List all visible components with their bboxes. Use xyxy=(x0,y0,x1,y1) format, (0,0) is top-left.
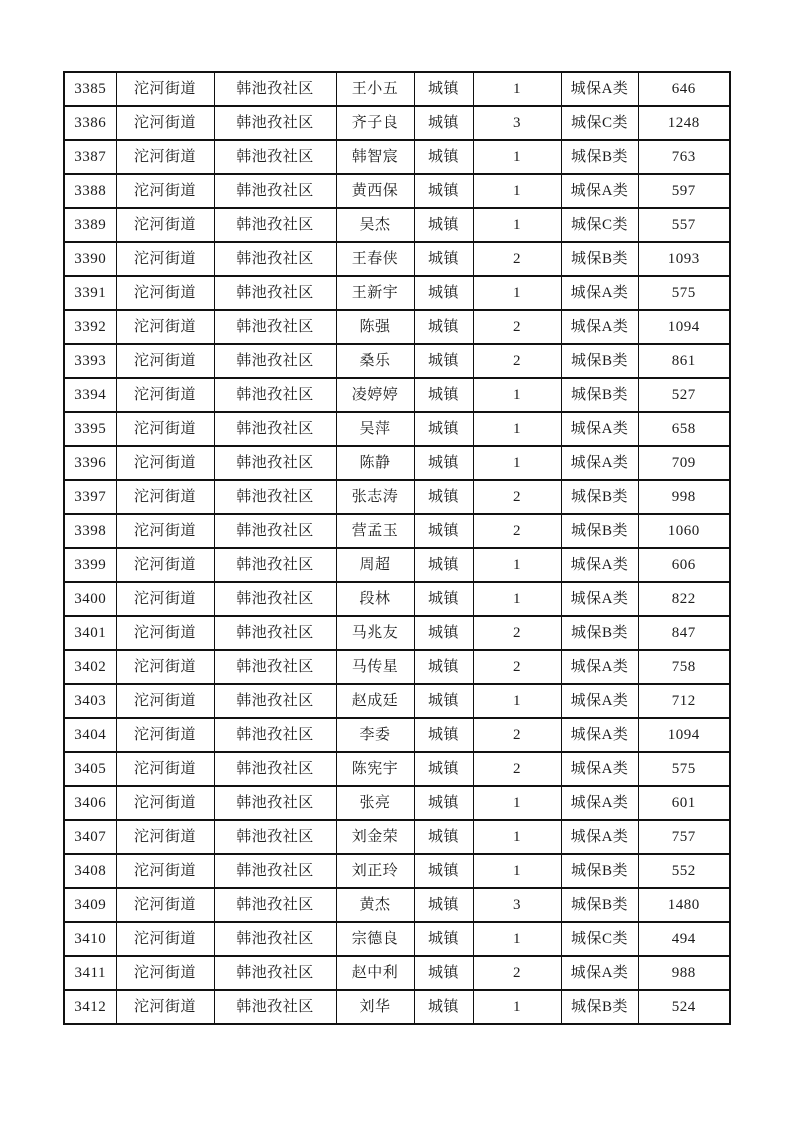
cell-seq: 3409 xyxy=(64,888,116,922)
cell-category: 城保A类 xyxy=(561,310,638,344)
cell-category: 城保A类 xyxy=(561,276,638,310)
table-row xyxy=(64,480,730,514)
cell-community: 韩池孜社区 xyxy=(214,854,336,888)
cell-community: 韩池孜社区 xyxy=(214,344,336,378)
table-row xyxy=(64,310,730,344)
cell-street: 沱河街道 xyxy=(116,446,214,480)
cell-count: 2 xyxy=(473,718,561,752)
cell-community: 韩池孜社区 xyxy=(214,242,336,276)
table-row xyxy=(64,820,730,854)
cell-amount: 709 xyxy=(638,446,730,480)
cell-amount: 1480 xyxy=(638,888,730,922)
cell-category: 城保A类 xyxy=(561,684,638,718)
cell-residence: 城镇 xyxy=(414,514,473,548)
cell-street: 沱河街道 xyxy=(116,378,214,412)
cell-community: 韩池孜社区 xyxy=(214,582,336,616)
cell-category: 城保B类 xyxy=(561,616,638,650)
table-row xyxy=(64,514,730,548)
table-row xyxy=(64,990,730,1024)
cell-street: 沱河街道 xyxy=(116,310,214,344)
cell-street: 沱河街道 xyxy=(116,548,214,582)
cell-residence: 城镇 xyxy=(414,412,473,446)
cell-street: 沱河街道 xyxy=(116,412,214,446)
cell-street: 沱河街道 xyxy=(116,276,214,310)
cell-street: 沱河街道 xyxy=(116,208,214,242)
cell-residence: 城镇 xyxy=(414,990,473,1024)
cell-count: 1 xyxy=(473,854,561,888)
table-row xyxy=(64,208,730,242)
table-body xyxy=(64,72,730,1024)
table-row xyxy=(64,616,730,650)
cell-count: 1 xyxy=(473,378,561,412)
cell-seq: 3411 xyxy=(64,956,116,990)
cell-residence: 城镇 xyxy=(414,310,473,344)
cell-count: 1 xyxy=(473,446,561,480)
table-row xyxy=(64,888,730,922)
cell-residence: 城镇 xyxy=(414,242,473,276)
cell-seq: 3396 xyxy=(64,446,116,480)
table-row xyxy=(64,378,730,412)
cell-category: 城保B类 xyxy=(561,888,638,922)
cell-seq: 3397 xyxy=(64,480,116,514)
cell-community: 韩池孜社区 xyxy=(214,548,336,582)
cell-name: 赵中利 xyxy=(336,956,414,990)
cell-name: 黄杰 xyxy=(336,888,414,922)
cell-community: 韩池孜社区 xyxy=(214,922,336,956)
cell-count: 2 xyxy=(473,956,561,990)
cell-street: 沱河街道 xyxy=(116,820,214,854)
cell-amount: 847 xyxy=(638,616,730,650)
cell-name: 张亮 xyxy=(336,786,414,820)
cell-count: 1 xyxy=(473,582,561,616)
cell-name: 刘华 xyxy=(336,990,414,1024)
cell-street: 沱河街道 xyxy=(116,854,214,888)
cell-amount: 1093 xyxy=(638,242,730,276)
cell-community: 韩池孜社区 xyxy=(214,208,336,242)
cell-community: 韩池孜社区 xyxy=(214,72,336,106)
cell-community: 韩池孜社区 xyxy=(214,140,336,174)
cell-count: 2 xyxy=(473,310,561,344)
cell-residence: 城镇 xyxy=(414,140,473,174)
cell-amount: 557 xyxy=(638,208,730,242)
cell-count: 2 xyxy=(473,514,561,548)
cell-category: 城保A类 xyxy=(561,956,638,990)
table-row xyxy=(64,174,730,208)
cell-amount: 552 xyxy=(638,854,730,888)
cell-residence: 城镇 xyxy=(414,922,473,956)
table-row xyxy=(64,344,730,378)
cell-community: 韩池孜社区 xyxy=(214,276,336,310)
cell-category: 城保A类 xyxy=(561,582,638,616)
cell-amount: 646 xyxy=(638,72,730,106)
table-row xyxy=(64,684,730,718)
cell-street: 沱河街道 xyxy=(116,956,214,990)
cell-community: 韩池孜社区 xyxy=(214,786,336,820)
cell-street: 沱河街道 xyxy=(116,786,214,820)
cell-count: 2 xyxy=(473,480,561,514)
cell-community: 韩池孜社区 xyxy=(214,514,336,548)
cell-residence: 城镇 xyxy=(414,684,473,718)
table-row xyxy=(64,276,730,310)
cell-category: 城保B类 xyxy=(561,990,638,1024)
cell-seq: 3385 xyxy=(64,72,116,106)
cell-residence: 城镇 xyxy=(414,106,473,140)
cell-seq: 3406 xyxy=(64,786,116,820)
cell-count: 1 xyxy=(473,548,561,582)
cell-seq: 3410 xyxy=(64,922,116,956)
cell-community: 韩池孜社区 xyxy=(214,616,336,650)
cell-amount: 763 xyxy=(638,140,730,174)
cell-name: 凌婷婷 xyxy=(336,378,414,412)
cell-amount: 1094 xyxy=(638,310,730,344)
cell-residence: 城镇 xyxy=(414,582,473,616)
cell-category: 城保B类 xyxy=(561,344,638,378)
cell-count: 1 xyxy=(473,684,561,718)
cell-category: 城保A类 xyxy=(561,446,638,480)
cell-name: 王春侠 xyxy=(336,242,414,276)
cell-name: 吴萍 xyxy=(336,412,414,446)
cell-community: 韩池孜社区 xyxy=(214,718,336,752)
table-row xyxy=(64,140,730,174)
cell-community: 韩池孜社区 xyxy=(214,106,336,140)
cell-street: 沱河街道 xyxy=(116,888,214,922)
cell-name: 王新宇 xyxy=(336,276,414,310)
cell-street: 沱河街道 xyxy=(116,990,214,1024)
cell-seq: 3399 xyxy=(64,548,116,582)
cell-name: 刘正玲 xyxy=(336,854,414,888)
cell-seq: 3394 xyxy=(64,378,116,412)
cell-amount: 1060 xyxy=(638,514,730,548)
cell-name: 刘金荣 xyxy=(336,820,414,854)
cell-category: 城保C类 xyxy=(561,106,638,140)
cell-street: 沱河街道 xyxy=(116,242,214,276)
cell-count: 2 xyxy=(473,344,561,378)
cell-count: 2 xyxy=(473,242,561,276)
cell-seq: 3388 xyxy=(64,174,116,208)
cell-community: 韩池孜社区 xyxy=(214,310,336,344)
cell-residence: 城镇 xyxy=(414,820,473,854)
cell-category: 城保A类 xyxy=(561,650,638,684)
cell-street: 沱河街道 xyxy=(116,480,214,514)
table-row xyxy=(64,446,730,480)
cell-residence: 城镇 xyxy=(414,718,473,752)
cell-amount: 712 xyxy=(638,684,730,718)
cell-count: 3 xyxy=(473,106,561,140)
cell-seq: 3404 xyxy=(64,718,116,752)
cell-category: 城保C类 xyxy=(561,922,638,956)
table-row xyxy=(64,786,730,820)
cell-amount: 757 xyxy=(638,820,730,854)
cell-count: 1 xyxy=(473,174,561,208)
cell-name: 韩智宸 xyxy=(336,140,414,174)
cell-community: 韩池孜社区 xyxy=(214,990,336,1024)
table-row xyxy=(64,718,730,752)
cell-name: 张志涛 xyxy=(336,480,414,514)
cell-name: 黄西保 xyxy=(336,174,414,208)
cell-count: 1 xyxy=(473,276,561,310)
cell-seq: 3390 xyxy=(64,242,116,276)
cell-residence: 城镇 xyxy=(414,208,473,242)
cell-community: 韩池孜社区 xyxy=(214,378,336,412)
cell-count: 1 xyxy=(473,922,561,956)
cell-category: 城保A类 xyxy=(561,72,638,106)
table-row xyxy=(64,752,730,786)
cell-name: 周超 xyxy=(336,548,414,582)
cell-count: 2 xyxy=(473,616,561,650)
table-row xyxy=(64,922,730,956)
cell-name: 陈宪宇 xyxy=(336,752,414,786)
cell-residence: 城镇 xyxy=(414,174,473,208)
cell-community: 韩池孜社区 xyxy=(214,888,336,922)
cell-amount: 494 xyxy=(638,922,730,956)
cell-community: 韩池孜社区 xyxy=(214,820,336,854)
cell-seq: 3389 xyxy=(64,208,116,242)
cell-amount: 998 xyxy=(638,480,730,514)
cell-residence: 城镇 xyxy=(414,548,473,582)
cell-residence: 城镇 xyxy=(414,72,473,106)
cell-street: 沱河街道 xyxy=(116,582,214,616)
cell-amount: 524 xyxy=(638,990,730,1024)
cell-community: 韩池孜社区 xyxy=(214,446,336,480)
cell-seq: 3412 xyxy=(64,990,116,1024)
cell-seq: 3407 xyxy=(64,820,116,854)
cell-name: 吴杰 xyxy=(336,208,414,242)
cell-street: 沱河街道 xyxy=(116,718,214,752)
cell-community: 韩池孜社区 xyxy=(214,412,336,446)
cell-street: 沱河街道 xyxy=(116,344,214,378)
cell-count: 2 xyxy=(473,650,561,684)
cell-amount: 606 xyxy=(638,548,730,582)
cell-name: 陈静 xyxy=(336,446,414,480)
cell-count: 1 xyxy=(473,208,561,242)
cell-residence: 城镇 xyxy=(414,344,473,378)
cell-name: 陈强 xyxy=(336,310,414,344)
cell-residence: 城镇 xyxy=(414,956,473,990)
cell-community: 韩池孜社区 xyxy=(214,174,336,208)
cell-seq: 3408 xyxy=(64,854,116,888)
cell-seq: 3400 xyxy=(64,582,116,616)
cell-count: 1 xyxy=(473,820,561,854)
cell-count: 1 xyxy=(473,990,561,1024)
cell-amount: 597 xyxy=(638,174,730,208)
cell-seq: 3402 xyxy=(64,650,116,684)
cell-category: 城保A类 xyxy=(561,820,638,854)
cell-street: 沱河街道 xyxy=(116,106,214,140)
cell-community: 韩池孜社区 xyxy=(214,752,336,786)
table-row xyxy=(64,548,730,582)
cell-seq: 3401 xyxy=(64,616,116,650)
cell-residence: 城镇 xyxy=(414,276,473,310)
cell-category: 城保C类 xyxy=(561,208,638,242)
cell-street: 沱河街道 xyxy=(116,72,214,106)
beneficiary-table xyxy=(63,71,731,1025)
cell-street: 沱河街道 xyxy=(116,514,214,548)
cell-name: 李委 xyxy=(336,718,414,752)
cell-residence: 城镇 xyxy=(414,446,473,480)
cell-name: 马传星 xyxy=(336,650,414,684)
cell-count: 1 xyxy=(473,412,561,446)
cell-residence: 城镇 xyxy=(414,888,473,922)
cell-amount: 658 xyxy=(638,412,730,446)
cell-street: 沱河街道 xyxy=(116,616,214,650)
cell-residence: 城镇 xyxy=(414,786,473,820)
cell-count: 3 xyxy=(473,888,561,922)
cell-category: 城保B类 xyxy=(561,854,638,888)
cell-category: 城保B类 xyxy=(561,514,638,548)
cell-amount: 575 xyxy=(638,276,730,310)
cell-community: 韩池孜社区 xyxy=(214,684,336,718)
cell-amount: 527 xyxy=(638,378,730,412)
table-row xyxy=(64,650,730,684)
cell-category: 城保A类 xyxy=(561,752,638,786)
cell-street: 沱河街道 xyxy=(116,922,214,956)
cell-amount: 601 xyxy=(638,786,730,820)
cell-residence: 城镇 xyxy=(414,616,473,650)
cell-residence: 城镇 xyxy=(414,752,473,786)
cell-street: 沱河街道 xyxy=(116,174,214,208)
cell-residence: 城镇 xyxy=(414,378,473,412)
cell-name: 段林 xyxy=(336,582,414,616)
cell-category: 城保B类 xyxy=(561,140,638,174)
cell-count: 1 xyxy=(473,140,561,174)
cell-residence: 城镇 xyxy=(414,480,473,514)
cell-community: 韩池孜社区 xyxy=(214,650,336,684)
cell-amount: 1094 xyxy=(638,718,730,752)
cell-seq: 3403 xyxy=(64,684,116,718)
cell-amount: 575 xyxy=(638,752,730,786)
cell-seq: 3405 xyxy=(64,752,116,786)
cell-residence: 城镇 xyxy=(414,650,473,684)
cell-name: 桑乐 xyxy=(336,344,414,378)
cell-street: 沱河街道 xyxy=(116,684,214,718)
cell-count: 1 xyxy=(473,786,561,820)
cell-category: 城保A类 xyxy=(561,786,638,820)
cell-count: 1 xyxy=(473,72,561,106)
cell-amount: 758 xyxy=(638,650,730,684)
cell-community: 韩池孜社区 xyxy=(214,956,336,990)
cell-seq: 3393 xyxy=(64,344,116,378)
cell-category: 城保B类 xyxy=(561,480,638,514)
cell-street: 沱河街道 xyxy=(116,650,214,684)
table-row xyxy=(64,582,730,616)
cell-amount: 1248 xyxy=(638,106,730,140)
cell-residence: 城镇 xyxy=(414,854,473,888)
table-row xyxy=(64,956,730,990)
cell-name: 王小五 xyxy=(336,72,414,106)
cell-street: 沱河街道 xyxy=(116,752,214,786)
cell-category: 城保B类 xyxy=(561,378,638,412)
cell-count: 2 xyxy=(473,752,561,786)
cell-street: 沱河街道 xyxy=(116,140,214,174)
cell-name: 营孟玉 xyxy=(336,514,414,548)
cell-name: 齐子良 xyxy=(336,106,414,140)
table-row xyxy=(64,854,730,888)
cell-name: 宗德良 xyxy=(336,922,414,956)
cell-name: 赵成廷 xyxy=(336,684,414,718)
cell-amount: 861 xyxy=(638,344,730,378)
table-row xyxy=(64,72,730,106)
cell-amount: 822 xyxy=(638,582,730,616)
cell-name: 马兆友 xyxy=(336,616,414,650)
cell-seq: 3392 xyxy=(64,310,116,344)
cell-seq: 3391 xyxy=(64,276,116,310)
cell-category: 城保A类 xyxy=(561,412,638,446)
cell-category: 城保A类 xyxy=(561,174,638,208)
cell-seq: 3386 xyxy=(64,106,116,140)
cell-amount: 988 xyxy=(638,956,730,990)
table-row xyxy=(64,106,730,140)
table-row xyxy=(64,242,730,276)
cell-category: 城保A类 xyxy=(561,718,638,752)
cell-category: 城保A类 xyxy=(561,548,638,582)
table-row xyxy=(64,412,730,446)
cell-category: 城保B类 xyxy=(561,242,638,276)
cell-seq: 3398 xyxy=(64,514,116,548)
cell-seq: 3395 xyxy=(64,412,116,446)
cell-seq: 3387 xyxy=(64,140,116,174)
cell-community: 韩池孜社区 xyxy=(214,480,336,514)
